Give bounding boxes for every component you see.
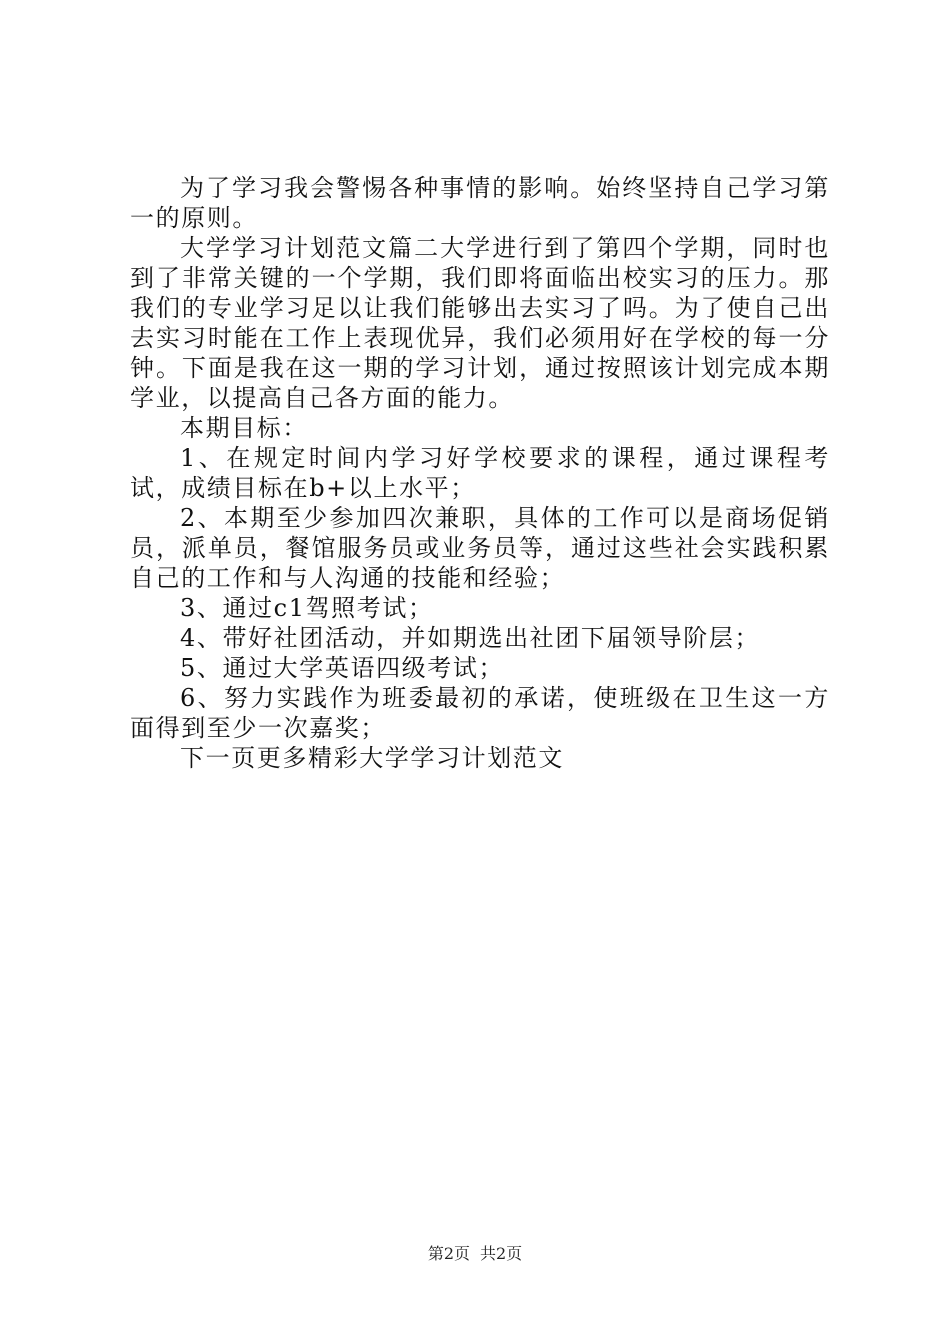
paragraph-next-page-note: 下一页更多精彩大学学习计划范文: [180, 744, 564, 772]
paragraph-goal-3: 3、通过c1驾照考试；: [180, 594, 434, 622]
paragraph-intro-end: 为了学习我会警惕各种事情的影响。始终坚持自己学习第一的原则。: [130, 174, 830, 232]
paragraph-plan-overview: 大学学习计划范文篇二大学进行到了第四个学期，同时也到了非常关键的一个学期，我们即将面临出校实习的压力。那我们的专业学习足以让我们能够出去实习了吗。为了使自己出去实习时能在工作上表现优异，我们必须用好在学校的每一分钟。下面是我在这一期的学习计划，通过按照该计划完成本期学业，以提高自己各方面的能力。: [130, 234, 830, 412]
paragraph-goals-heading: 本期目标：: [180, 414, 308, 442]
paragraph-goal-2: 2、本期至少参加四次兼职，具体的工作可以是商场促销员，派单员，餐馆服务员或业务员等，通过这些社会实践积累自己的工作和与人沟通的技能和经验；: [130, 504, 830, 592]
page-footer: [0, 1243, 950, 1265]
page-total: 共2页: [480, 1244, 523, 1263]
paragraph-goal-4: 4、带好社团活动，并如期选出社团下届领导阶层；: [180, 624, 761, 652]
paragraph-goal-5: 5、通过大学英语四级考试；: [180, 654, 505, 682]
paragraph-goal-1: 1、在规定时间内学习好学校要求的课程，通过课程考试，成绩目标在b+以上水平；: [130, 444, 830, 502]
paragraph-goal-6: 6、努力实践作为班委最初的承诺，使班级在卫生这一方面得到至少一次嘉奖；: [130, 684, 830, 742]
page-number: 第2页: [427, 1244, 470, 1263]
document-body: [130, 173, 830, 773]
